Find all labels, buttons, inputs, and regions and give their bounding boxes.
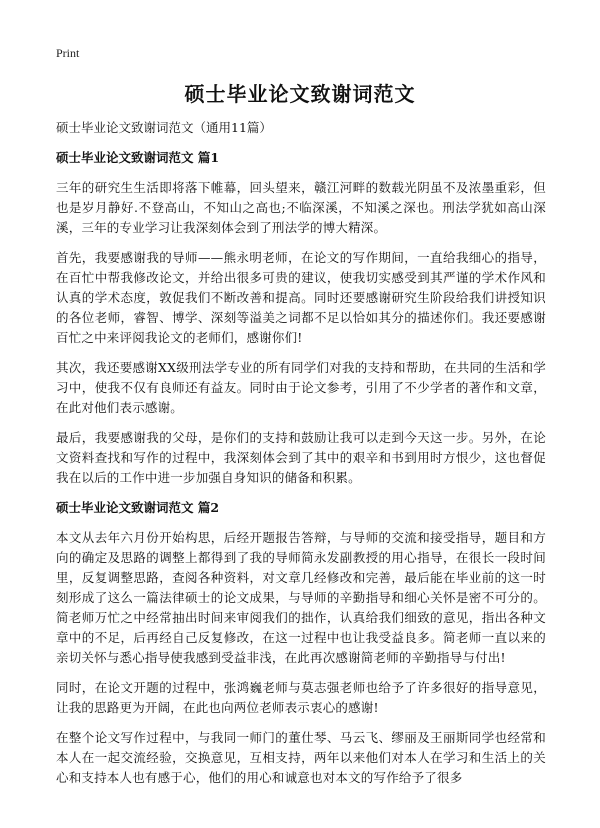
paragraph: 最后，我要感谢我的父母，是你们的支持和鼓励让我可以走到今天这一步。另外，在论文资料查找和写作的过程中，我深刻体会到了其中的艰辛和书到用时方恨少，这也督促我在以后的工作中进一步加强自身知识的储备和积累。 (56, 430, 546, 485)
section-heading: 硕士毕业论文致谢词范文 篇1 (56, 150, 220, 165)
section-2 (56, 498, 546, 788)
document-subtitle: 硕士毕业论文致谢词范文（通用11篇） (56, 120, 272, 135)
paragraph: 在整个论文写作过程中，与我同一师门的董仕琴、马云飞、缪丽及王丽斯同学也经常和本人在一起交流经验，交换意见，互相支持，两年以来他们对本人在学习和生活上的关心和支持本人也有感于心，他们的用心和诚意也对本文的写作给予了很多 (56, 730, 546, 785)
paragraph: 三年的研究生生活即将落下帷幕，回头望来，赣江河畔的数载光阴虽不及浓墨重彩，但也是岁月静好.不登高山，不知山之高也;不临深溪，不知溪之深也。刑法学犹如高山深溪，三年的专业学习让我深刻体会到了刑法学的博大精深。 (56, 180, 546, 235)
document-body (56, 118, 546, 798)
document-title: 硕士毕业论文致谢词范文 (184, 82, 416, 106)
section-1 (56, 148, 546, 488)
print-label[interactable]: Print (56, 46, 80, 60)
paragraph: 同时，在论文开题的过程中，张鸿巍老师与莫志强老师也给予了许多很好的指导意见，让我的思路更为开阔，在此也向两位老师表示衷心的感谢! (56, 680, 546, 715)
paragraph: 本文从去年六月份开始构思，后经开题报告答辩，与导师的交流和接受指导，题目和方向的确定及思路的调整上都得到了我的导师简永发副教授的用心指导，在很长一段时间里，反复调整思路，查阅各种资料，对文章几经修改和完善，最后能在毕业前的这一时刻形成了这么一篇法律硕士的论文成果，与导师的辛勤指导和细心关怀是密不可分的。简老师万忙之中经常抽出时间来审阅我们的拙作，认真给我们细致的意见，指出各种文章中的不足，后再经自己反复修改，在这一过程中也让我受益良多。简老师一直以来的亲切关怀与悉心指导使我感到受益非浅，在此再次感谢简老师的辛勤指导与付出! (56, 530, 546, 665)
paragraph: 首先，我要感谢我的导师——熊永明老师，在论文的写作期间，一直给我细心的指导，在百忙中帮我修改论文，并给出很多可贵的建议，使我切实感受到其严谨的学术作风和认真的学术态度，敦促我们不断改善和提高。同时还要感谢研究生阶段给我们讲授知识的各位老师，睿智、博学、深刻等溢美之词都不足以恰如其分的描述你们。我还要感谢百忙之中来评阅我论文的老师们，感谢你们! (56, 250, 546, 345)
paragraph: 其次，我还要感谢XX级刑法学专业的所有同学们对我的支持和帮助，在共同的生活和学习中，使我不仅有良师还有益友。同时由于论文参考，引用了不少学者的著作和文章，在此对他们表示感谢。 (56, 360, 546, 415)
section-heading: 硕士毕业论文致谢词范文 篇2 (56, 500, 220, 515)
